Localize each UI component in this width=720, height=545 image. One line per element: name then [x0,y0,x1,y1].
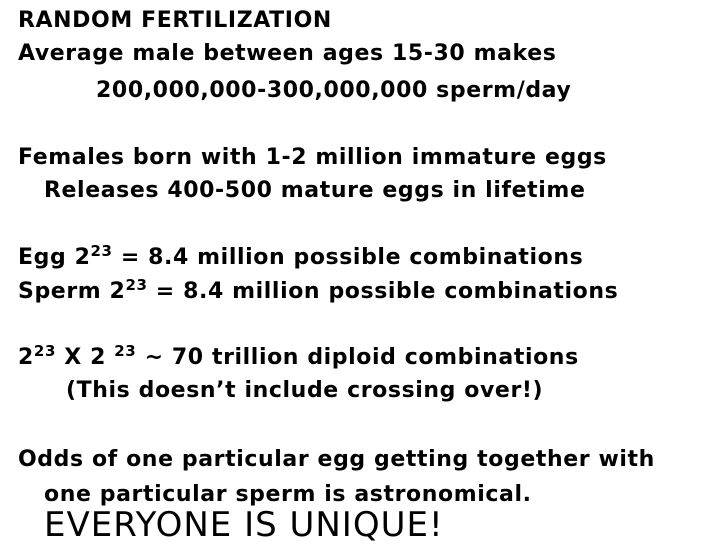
conclusion-text: EVERYONE IS UNIQUE! [44,505,444,545]
male-sperm-text-line-1: Average male between ages 15-30 makes [18,41,557,66]
sperm-result-text: = 8.4 million possible combinations [147,279,619,304]
slide-title: RANDOM FERTILIZATION [18,8,332,33]
egg-combinations-line [18,242,584,272]
product-multiply-text: X 2 [56,345,115,370]
diploid-combinations-line [18,342,579,372]
egg-base-text: Egg 2 [18,245,91,270]
sperm-base-text: Sperm 2 [18,279,126,304]
product-exponent-1: 23 [33,342,56,360]
product-result-text: ~ 70 trillion diploid combinations [136,345,579,370]
odds-text-line-2: one particular sperm is astronomical. [44,482,532,507]
sperm-combinations-line [18,276,619,306]
female-eggs-text-line-1: Females born with 1-2 million immature eggs [18,145,607,170]
product-base-1: 2 [18,345,34,370]
sperm-exponent: 23 [125,276,148,294]
egg-result-text: = 8.4 million possible combinations [112,245,584,270]
male-sperm-text-line-2: 200,000,000-300,000,000 sperm/day [96,78,572,103]
product-exponent-2: 23 [114,342,137,360]
crossing-over-note: (This doesn’t include crossing over!) [66,378,544,403]
female-eggs-text-line-2: Releases 400-500 mature eggs in lifetime [44,178,586,203]
egg-exponent: 23 [90,242,113,260]
odds-text-line-1: Odds of one particular egg getting together with [18,447,655,472]
